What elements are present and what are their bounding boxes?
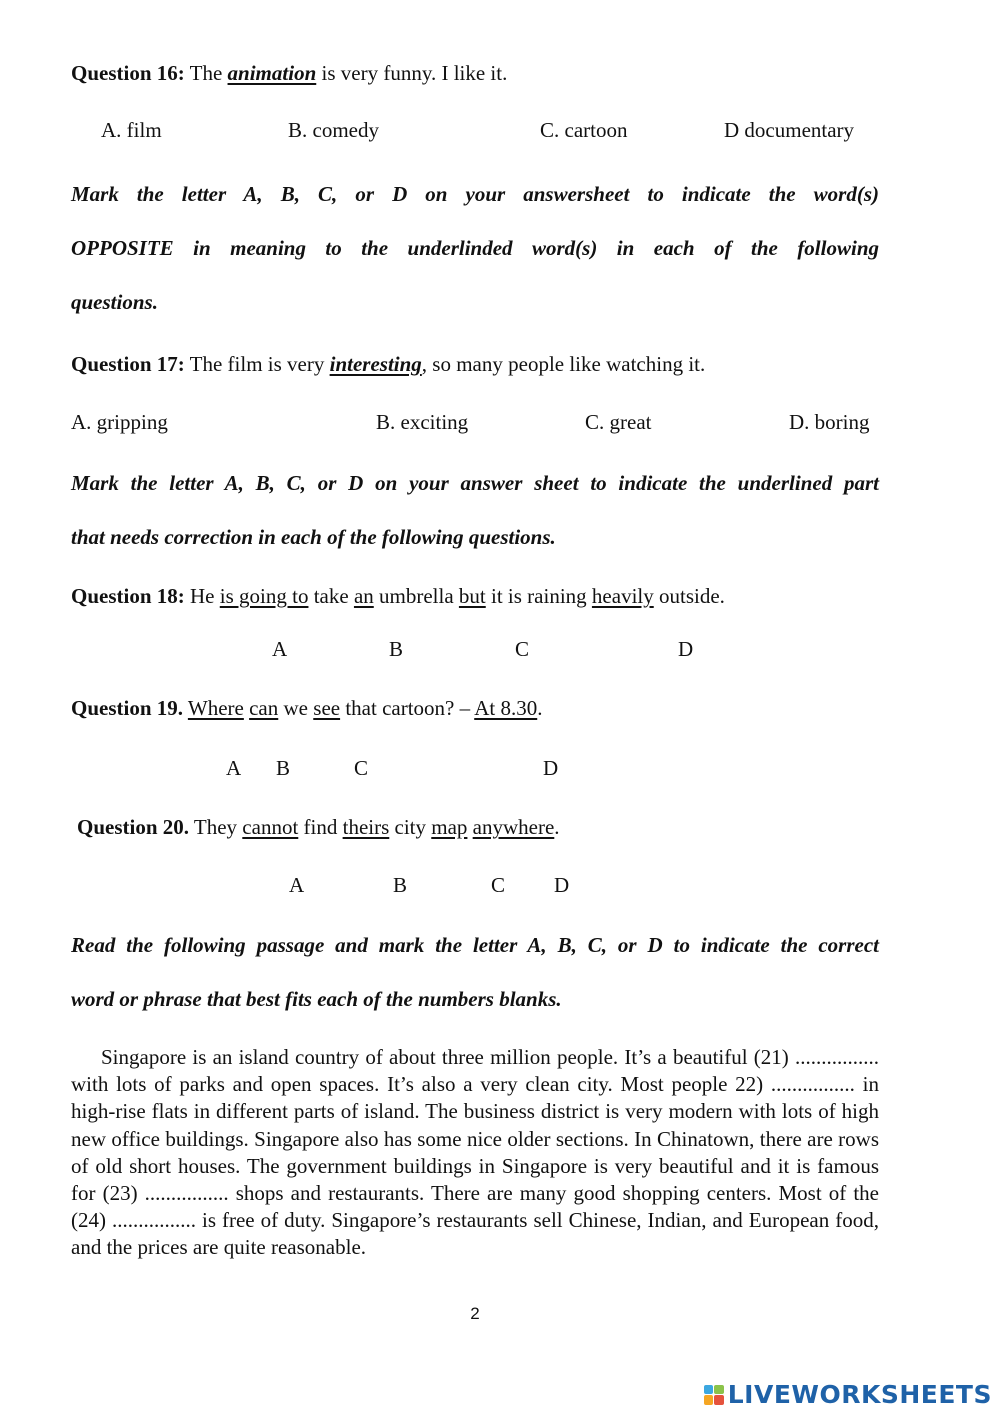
- question-20-letter-d[interactable]: D: [554, 873, 570, 897]
- question-19-letter-a[interactable]: A: [226, 756, 242, 780]
- question-18-label: Question 18:: [71, 584, 185, 608]
- question-18-part-d: heavily: [591, 584, 654, 608]
- question-16: Question 16: The animation is very funny. I like it.: [71, 61, 508, 85]
- liveworksheets-wordmark: LIVEWORKSHEETS: [727, 1380, 992, 1409]
- liveworksheets-brand: [704, 1380, 992, 1409]
- question-20-label: Question 20.: [77, 815, 190, 839]
- question-19: Question 19. Where can we see that cartoon? – At 8.30.: [71, 696, 543, 720]
- question-19-part-c: see: [313, 696, 341, 720]
- question-20-part-d: anywhere: [472, 815, 555, 839]
- instruction-correction-line-2: that needs correction in each of the following questions.: [71, 525, 556, 549]
- question-16-label: Question 16:: [71, 61, 185, 85]
- question-18-letter-c[interactable]: C: [515, 637, 530, 661]
- reading-passage: [71, 1044, 879, 1262]
- question-17-option-d[interactable]: D. boring: [789, 410, 870, 434]
- question-19-part-b: can: [249, 696, 279, 720]
- question-20-part-a: cannot: [242, 815, 299, 839]
- question-16-keyword: animation: [227, 61, 317, 85]
- question-18-part-c: but: [458, 584, 486, 608]
- instruction-opposite-line-3: questions.: [71, 290, 158, 314]
- instruction-opposite-line-2: OPPOSITE in meaning to the underlinded word(s) in each of the following: [71, 236, 879, 260]
- question-18-letter-a[interactable]: A: [272, 637, 288, 661]
- instruction-opposite-line-1: Mark the letter A, B, C, or D on your answersheet to indicate the word(s): [71, 182, 879, 206]
- question-17-keyword: interesting: [329, 352, 422, 376]
- question-17-option-a[interactable]: A. gripping: [71, 410, 168, 434]
- question-18-letter-d[interactable]: D: [678, 637, 694, 661]
- instruction-passage-line-2: word or phrase that best fits each of the numbers blanks.: [71, 987, 562, 1011]
- question-19-letter-d[interactable]: D: [543, 756, 559, 780]
- question-20: Question 20. They cannot find theirs city map anywhere.: [77, 815, 560, 839]
- question-19-letter-b[interactable]: B: [276, 756, 291, 780]
- question-20-letter-c[interactable]: C: [491, 873, 506, 897]
- question-18: Question 18: He is going to take an umbrella but it is raining heavily outside.: [71, 584, 725, 608]
- question-18-part-a: is going to: [219, 584, 309, 608]
- reading-passage-text: Singapore is an island country of about three million people. It’s a beautiful (21) ................ with lots of parks and open spaces. It’s also a very clean city. Most people 22) ................ in high-rise flats in different parts of island. The business district is very modern with lots of high new office buildings. Singapore also has some nice older sections. In Chinatown, there are rows of old short houses. The government buildings in Singapore is very beautiful and it is famous for (23) ................ shops and restaurants. There are many good shopping centers. Most of the (24) ................ is free of duty. Singapore’s restaurants sell Chinese, Indian, and European food, and the prices are quite reasonable.: [71, 1045, 879, 1260]
- question-20-part-c: map: [431, 815, 468, 839]
- instruction-correction-line-1: Mark the letter A, B, C, or D on your answer sheet to indicate the underlined part: [71, 471, 879, 495]
- question-20-letter-b[interactable]: B: [393, 873, 408, 897]
- question-17-option-b[interactable]: B. exciting: [376, 410, 469, 434]
- question-16-option-d[interactable]: D documentary: [724, 118, 855, 142]
- page-number: 2: [470, 1304, 480, 1323]
- question-19-part-a: Where: [187, 696, 244, 720]
- instruction-passage-line-1: Read the following passage and mark the letter A, B, C, or D to indicate the correct: [71, 933, 879, 957]
- liveworksheets-logo-icon: [704, 1385, 724, 1405]
- question-17: Question 17: The film is very interesting, so many people like watching it.: [71, 352, 706, 376]
- question-19-label: Question 19.: [71, 696, 184, 720]
- question-17-label: Question 17:: [71, 352, 185, 376]
- question-16-option-a[interactable]: A. film: [101, 118, 162, 142]
- question-17-option-c[interactable]: C. great: [585, 410, 652, 434]
- question-16-option-b[interactable]: B. comedy: [288, 118, 379, 142]
- question-18-letter-b[interactable]: B: [389, 637, 404, 661]
- question-19-part-d: At 8.30: [474, 696, 538, 720]
- question-19-letter-c[interactable]: C: [354, 756, 369, 780]
- question-20-letter-a[interactable]: A: [289, 873, 305, 897]
- question-20-part-b: theirs: [342, 815, 390, 839]
- question-16-option-c[interactable]: C. cartoon: [540, 118, 628, 142]
- question-18-part-b: an: [353, 584, 374, 608]
